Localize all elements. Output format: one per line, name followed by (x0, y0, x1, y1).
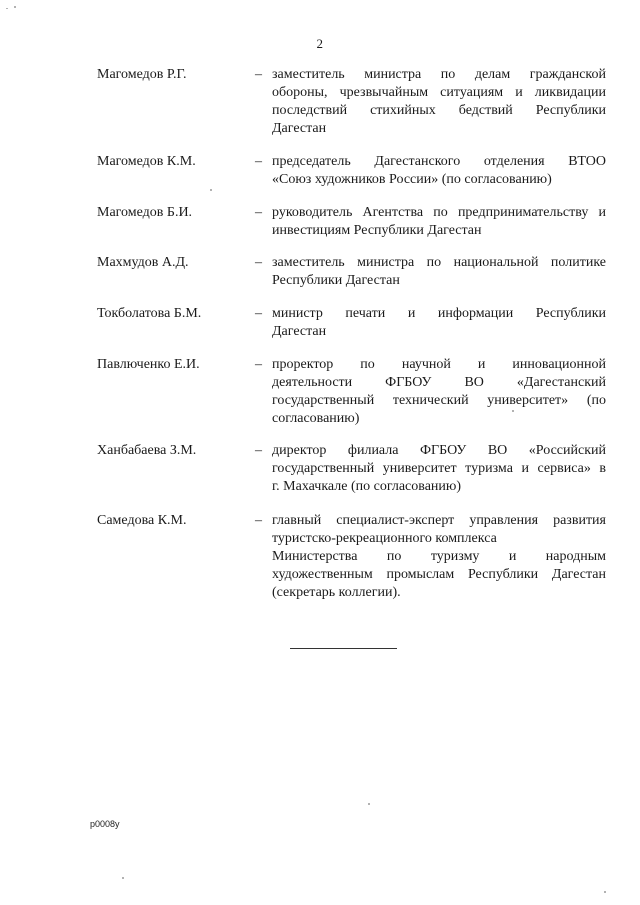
role-line: главный специалист-эксперт управления развития (272, 513, 606, 528)
member-name: Ханбабаева З.М. (97, 443, 197, 458)
role-line: заместитель министра по делам гражданской (272, 67, 606, 82)
member-name: Самедова К.М. (97, 513, 187, 528)
member-role (272, 305, 606, 341)
member-name: Магомедов Р.Г. (97, 67, 187, 82)
role-line: инвестициям Республики Дагестан (272, 223, 482, 238)
role-line: министр печати и информации Республики (272, 306, 606, 321)
scan-speck (6, 8, 8, 9)
scan-speck (14, 6, 16, 8)
role-line: (секретарь коллегии). (272, 585, 401, 600)
scan-speck (604, 891, 606, 893)
dash: – (255, 443, 262, 458)
member-role (272, 442, 606, 496)
member-name: Магомедов К.М. (97, 154, 196, 169)
role-line: обороны, чрезвычайным ситуациям и ликвидации (272, 85, 606, 100)
member-role (272, 204, 606, 240)
member-role (272, 66, 606, 138)
dash: – (255, 306, 262, 321)
document-code: p0008y (90, 819, 120, 829)
role-line: деятельности ФГБОУ ВО «Дагестанский (272, 375, 606, 390)
dash: – (255, 513, 262, 528)
member-role (272, 356, 606, 428)
end-separator-line (290, 648, 397, 649)
role-line: «Союз художников России» (по согласованию) (272, 172, 552, 187)
role-line: последствий стихийных бедствий Республики (272, 103, 606, 118)
role-line: Министерства по туризму и народным (272, 549, 606, 564)
scan-speck (210, 189, 212, 191)
role-line: заместитель министра по национальной политике (272, 255, 606, 270)
role-line: Дагестан (272, 324, 327, 339)
member-name: Магомедов Б.И. (97, 205, 193, 220)
role-line: председатель Дагестанского отделения ВТОО (272, 154, 606, 169)
dash: – (255, 67, 262, 82)
scan-speck (368, 803, 370, 805)
role-line: Республики Дагестан (272, 273, 400, 288)
member-name: Махмудов А.Д. (97, 255, 189, 270)
role-line: согласованию) (272, 411, 360, 426)
role-line: государственный университет туризма и сервиса» в (272, 461, 606, 476)
scan-speck (512, 410, 514, 412)
dash: – (255, 205, 262, 220)
role-line: Дагестан (272, 121, 327, 136)
dash: – (255, 255, 262, 270)
role-line: туристско-рекреационного комплекса (272, 531, 497, 546)
role-line: г. Махачкале (по согласованию) (272, 479, 462, 494)
role-line: художественным промыслам Республики Дагестан (272, 567, 606, 582)
member-role (272, 512, 606, 602)
member-role (272, 254, 606, 290)
member-name: Токболатова Б.М. (97, 306, 202, 321)
member-name: Павлюченко Е.И. (97, 357, 200, 372)
dash: – (255, 154, 262, 169)
role-line: директор филиала ФГБОУ ВО «Российский (272, 443, 606, 458)
scan-speck (122, 877, 124, 879)
role-line: проректор по научной и инновационной (272, 357, 606, 372)
page-number: 2 (316, 36, 324, 51)
member-role (272, 153, 606, 189)
role-line: руководитель Агентства по предпринимательству и (272, 205, 606, 220)
role-line: государственный технический университет» (по (272, 393, 606, 408)
dash: – (255, 357, 262, 372)
